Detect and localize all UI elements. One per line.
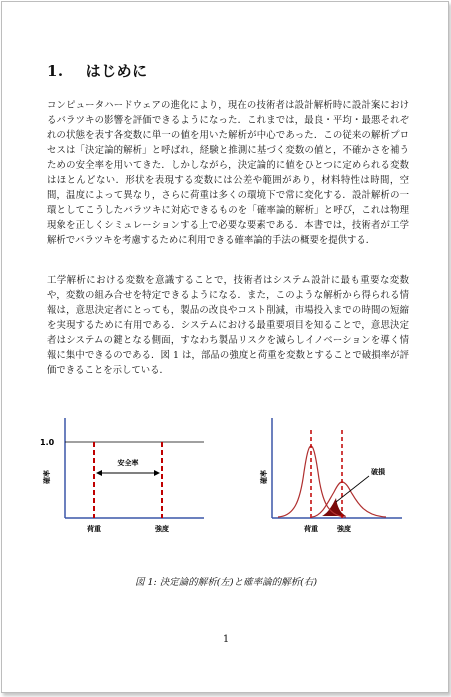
probabilistic-figure <box>256 412 406 542</box>
arrowhead-right <box>154 470 160 476</box>
left-y-label: 確率 <box>43 470 51 484</box>
strength-distribution-curve <box>312 482 386 517</box>
section-number: 1. <box>47 62 64 80</box>
page-number: 1 <box>222 634 230 645</box>
section-heading <box>47 60 148 81</box>
figure-caption: 図 1: 決定論的解析(左)と確率論的解析(右) <box>134 577 318 588</box>
left-x-label-load: 荷重 <box>87 525 101 533</box>
right-x-label-strength: 強度 <box>337 525 351 533</box>
failure-pointer <box>336 476 369 502</box>
document-page <box>1 1 449 693</box>
right-x-label-load: 荷重 <box>304 525 318 533</box>
arrowhead-left <box>96 470 102 476</box>
body-paragraph-2: 工学解析における変数を意識することで，技術者はシステム設計に最も重要な変数や，変数の組み合せを特定できるようになる．また，このような解析から得られる情報は，意思決定者にとっても，製品の改良やコスト削減，市場投入までの時間の短縮を実現するために有用である．システムにおける最重要項目を知ることで，意思決定者はシステムの鍵となる側面，すなわち製品リスクを減らしイノベーションを導く情報に集中できるのである．図 1 は，部品の強度と荷重を変数とすることで破損率が評価できることを示している． <box>47 275 409 376</box>
failure-label: 破損 <box>371 468 385 476</box>
safety-factor-label: 安全率 <box>117 459 139 467</box>
right-y-label: 確率 <box>260 470 268 484</box>
left-y-tick: 1.0 <box>40 438 55 447</box>
body-paragraph-1: コンピュータハードウェアの進化により，現在の技術者は設計解析時に設計案におけるバラツキの影響を評価できるようになった．これまでは，最良・平均・最悪それぞれの状態を表す各変数に単一の値を用いた解析が中心であった．この従来の解析プロセスは「決定論的解析」と呼ばれ，経験と推測に基づく変数の値と，不確かさを補うための安全率を用いてきた．しかしながら，決定論的に値をひとつに定められる変数はほとんどない．形状を表現する変数には公差や範囲があり，材料特性は時間，空間，温度によって異なり，さらに荷重は多くの環境下で常に変化する．設計解析の一環としてこうしたバラツキに対応できるものを「確率論的解析」と呼び，これは物理現象を正しくシミュレーションする上で必要な要素である．本書では，技術者が工学解析でバラツキを考慮するために利用できる確率論的手法の概要を提供する． <box>47 100 409 246</box>
deterministic-figure <box>28 412 208 542</box>
left-x-label-strength: 強度 <box>155 525 169 533</box>
section-title: はじめに <box>85 62 148 80</box>
